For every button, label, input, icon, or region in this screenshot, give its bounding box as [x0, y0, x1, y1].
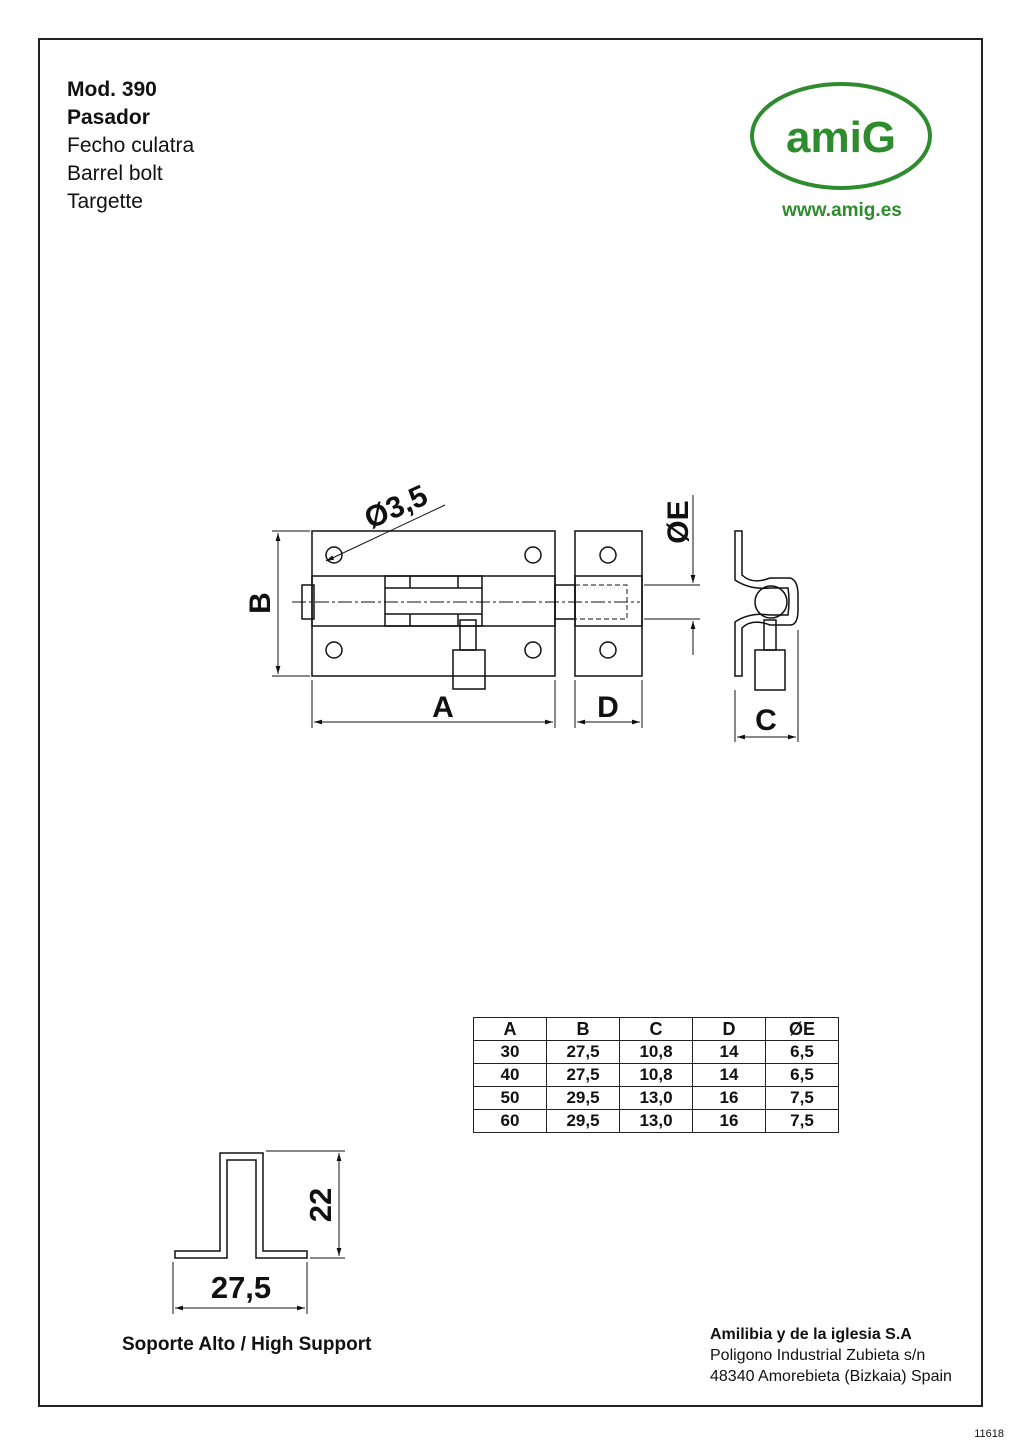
table-cell: 6,5	[766, 1041, 839, 1064]
label-hole: Ø3,5	[359, 479, 433, 536]
table-row	[474, 1041, 839, 1064]
website-url: www.amig.es	[782, 200, 902, 221]
mount-hole	[525, 642, 541, 658]
table-cell: 16	[693, 1087, 766, 1110]
side-view-handle	[755, 650, 785, 690]
company-address-line1: Poligono Industrial Zubieta s/n	[710, 1347, 926, 1364]
bolt-handle-knob	[453, 650, 485, 689]
table-cell: 29,5	[547, 1087, 620, 1110]
table-cell: 29,5	[547, 1110, 620, 1133]
table-cell: 13,0	[620, 1110, 693, 1133]
table-row	[474, 1064, 839, 1087]
mount-hole	[525, 547, 541, 563]
col-header: B	[547, 1018, 620, 1041]
table-cell: 10,8	[620, 1064, 693, 1087]
mount-hole	[326, 642, 342, 658]
col-header: C	[620, 1018, 693, 1041]
col-header: D	[693, 1018, 766, 1041]
table-cell: 7,5	[766, 1087, 839, 1110]
col-header: ØE	[766, 1018, 839, 1041]
side-view-profile	[735, 531, 798, 676]
bolt-barrel	[312, 576, 555, 626]
product-name-alt: Fecho culatra	[67, 134, 195, 157]
support-height-label: 22	[303, 1187, 338, 1223]
keeper-plate	[575, 531, 642, 676]
table-header-row	[474, 1018, 839, 1041]
logo-text: amiG	[785, 113, 897, 162]
label-b: B	[244, 592, 277, 614]
table-cell: 27,5	[547, 1041, 620, 1064]
product-name: Pasador	[67, 106, 150, 129]
document-number: 11618	[974, 1428, 1004, 1440]
support-bracket	[175, 1153, 307, 1258]
bolt-plate	[312, 531, 555, 676]
table-cell: 16	[693, 1110, 766, 1133]
table-cell: 10,8	[620, 1041, 693, 1064]
table-cell: 30	[474, 1041, 547, 1064]
table-cell: 27,5	[547, 1064, 620, 1087]
support-caption: Soporte Alto / High Support	[122, 1334, 372, 1355]
support-width-label: 27,5	[210, 1270, 272, 1305]
company-address-line2: 48340 Amorebieta (Bizkaia) Spain	[710, 1368, 952, 1385]
table-cell: 6,5	[766, 1064, 839, 1087]
dimension-table	[473, 1017, 839, 1133]
table-cell: 14	[693, 1041, 766, 1064]
company-block	[710, 1324, 952, 1387]
table-row	[474, 1110, 839, 1133]
table-cell: 14	[693, 1064, 766, 1087]
side-view-barrel	[755, 586, 787, 618]
label-c: C	[755, 704, 777, 737]
product-name-en: Barrel bolt	[67, 162, 163, 185]
mount-hole	[600, 547, 616, 563]
label-a: A	[432, 691, 454, 724]
table-cell: 40	[474, 1064, 547, 1087]
bolt-handle-stem	[460, 620, 476, 650]
label-d: D	[597, 691, 619, 724]
table-cell: 60	[474, 1110, 547, 1133]
company-name: Amilibia y de la iglesia S.A	[710, 1326, 912, 1343]
label-e: ØE	[662, 500, 695, 544]
col-header: A	[474, 1018, 547, 1041]
mount-hole	[600, 642, 616, 658]
model-number: Mod. 390	[67, 78, 157, 101]
product-name-fr: Targette	[67, 190, 143, 213]
table-cell: 7,5	[766, 1110, 839, 1133]
table-row	[474, 1087, 839, 1110]
table-cell: 13,0	[620, 1087, 693, 1110]
table-cell: 50	[474, 1087, 547, 1110]
